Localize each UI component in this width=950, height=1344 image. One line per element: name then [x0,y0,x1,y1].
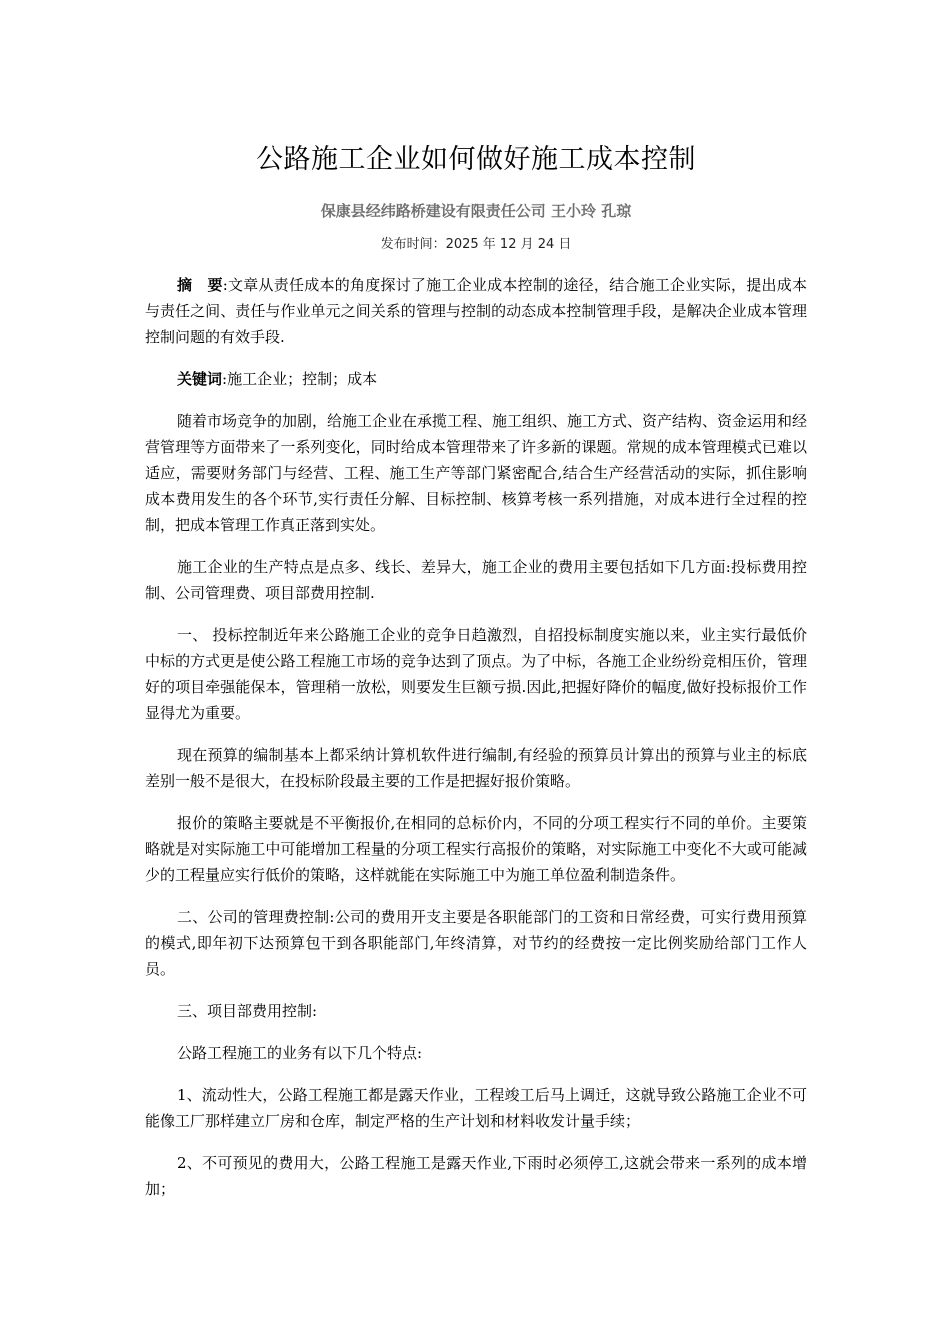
body-paragraph: 随着市场竞争的加剧，给施工企业在承揽工程、施工组织、施工方式、资产结构、资金运用和经营管理等方面带来了一系列变化，同时给成本管理带来了许多新的课题。常规的成本管理模式已难以适应，需要财务部门与经营、工程、施工生产等部门紧密配合,结合生产经营活动的实际，抓住影响成本费用发生的各个环节,实行责任分解、目标控制、核算考核一系列措施，对成本进行全过程的控制，把成本管理工作真正落到实处。 [145,412,808,534]
section-heading-paragraph: 三、项目部费用控制: [177,1002,318,1020]
body-paragraph: 一、 投标控制近年来公路施工企业的竞争日趋激烈，自招投标制度实施以来，业主实行最低价中标的方式更是使公路工程施工市场的竞争达到了顶点。为了中标，各施工企业纷纷竞相压价，管理好的项目牵强能保本，管理稍一放松，则要发生巨额亏损.因此,把握好降价的幅度,做好投标报价工作显得尤为重要。 [145,626,807,722]
body-paragraph: 公路工程施工的业务有以下几个特点: [177,1044,423,1062]
article-body [145,272,807,1218]
body-paragraph: 现在预算的编制基本上都采纳计算机软件进行编制,有经验的预算员计算出的预算与业主的标底差别一般不是很大，在投标阶段最主要的工作是把握好报价策略。 [145,746,807,790]
keywords-paragraph [145,366,807,392]
publish-date: 发布时间：2025 年 12 月 24 日 [380,237,572,252]
keywords-text: :施工企业；控制；成本 [222,370,378,388]
document-title: 公路施工企业如何做好施工成本控制 [256,144,696,175]
author-byline: 保康县经纬路桥建设有限责任公司 王小玲 孔琼 [320,202,632,220]
abstract-label: 摘 要 [177,276,223,294]
list-item-paragraph: 2、不可预见的费用大，公路工程施工是露天作业,下雨时必须停工,这就会带来一系列的成本增加； [145,1154,807,1198]
body-paragraph: 施工企业的生产特点是点多、线长、差异大，施工企业的费用主要包括如下几方面:投标费用控制、公司管理费、项目部费用控制. [145,558,807,602]
abstract-paragraph [145,272,807,350]
body-paragraph: 二、公司的管理费控制:公司的费用开支主要是各职能部门的工资和日常经费，可实行费用预算的模式,即年初下达预算包干到各职能部门,年终清算，对节约的经费按一定比例奖励给部门工作人员。 [145,908,807,978]
list-item-paragraph: 1、流动性大，公路工程施工都是露天作业，工程竣工后马上调迁，这就导致公路施工企业不可能像工厂那样建立厂房和仓库，制定严格的生产计划和材料收发计量手续； [145,1086,807,1130]
keywords-label: 关键词 [177,370,223,388]
abstract-text: :文章从责任成本的角度探讨了施工企业成本控制的途径，结合施工企业实际，提出成本与责任之间、责任与作业单元之间关系的管理与控制的动态成本控制管理手段，是解决企业成本管理控制问题的有效手段. [145,276,807,346]
body-paragraph: 报价的策略主要就是不平衡报价,在相同的总标价内，不同的分项工程实行不同的单价。主要策略就是对实际施工中可能增加工程量的分项工程实行高报价的策略，对实际施工中变化不大或可能减少的工程量应实行低价的策略，这样就能在实际施工中为施工单位盈利制造条件。 [145,814,807,884]
